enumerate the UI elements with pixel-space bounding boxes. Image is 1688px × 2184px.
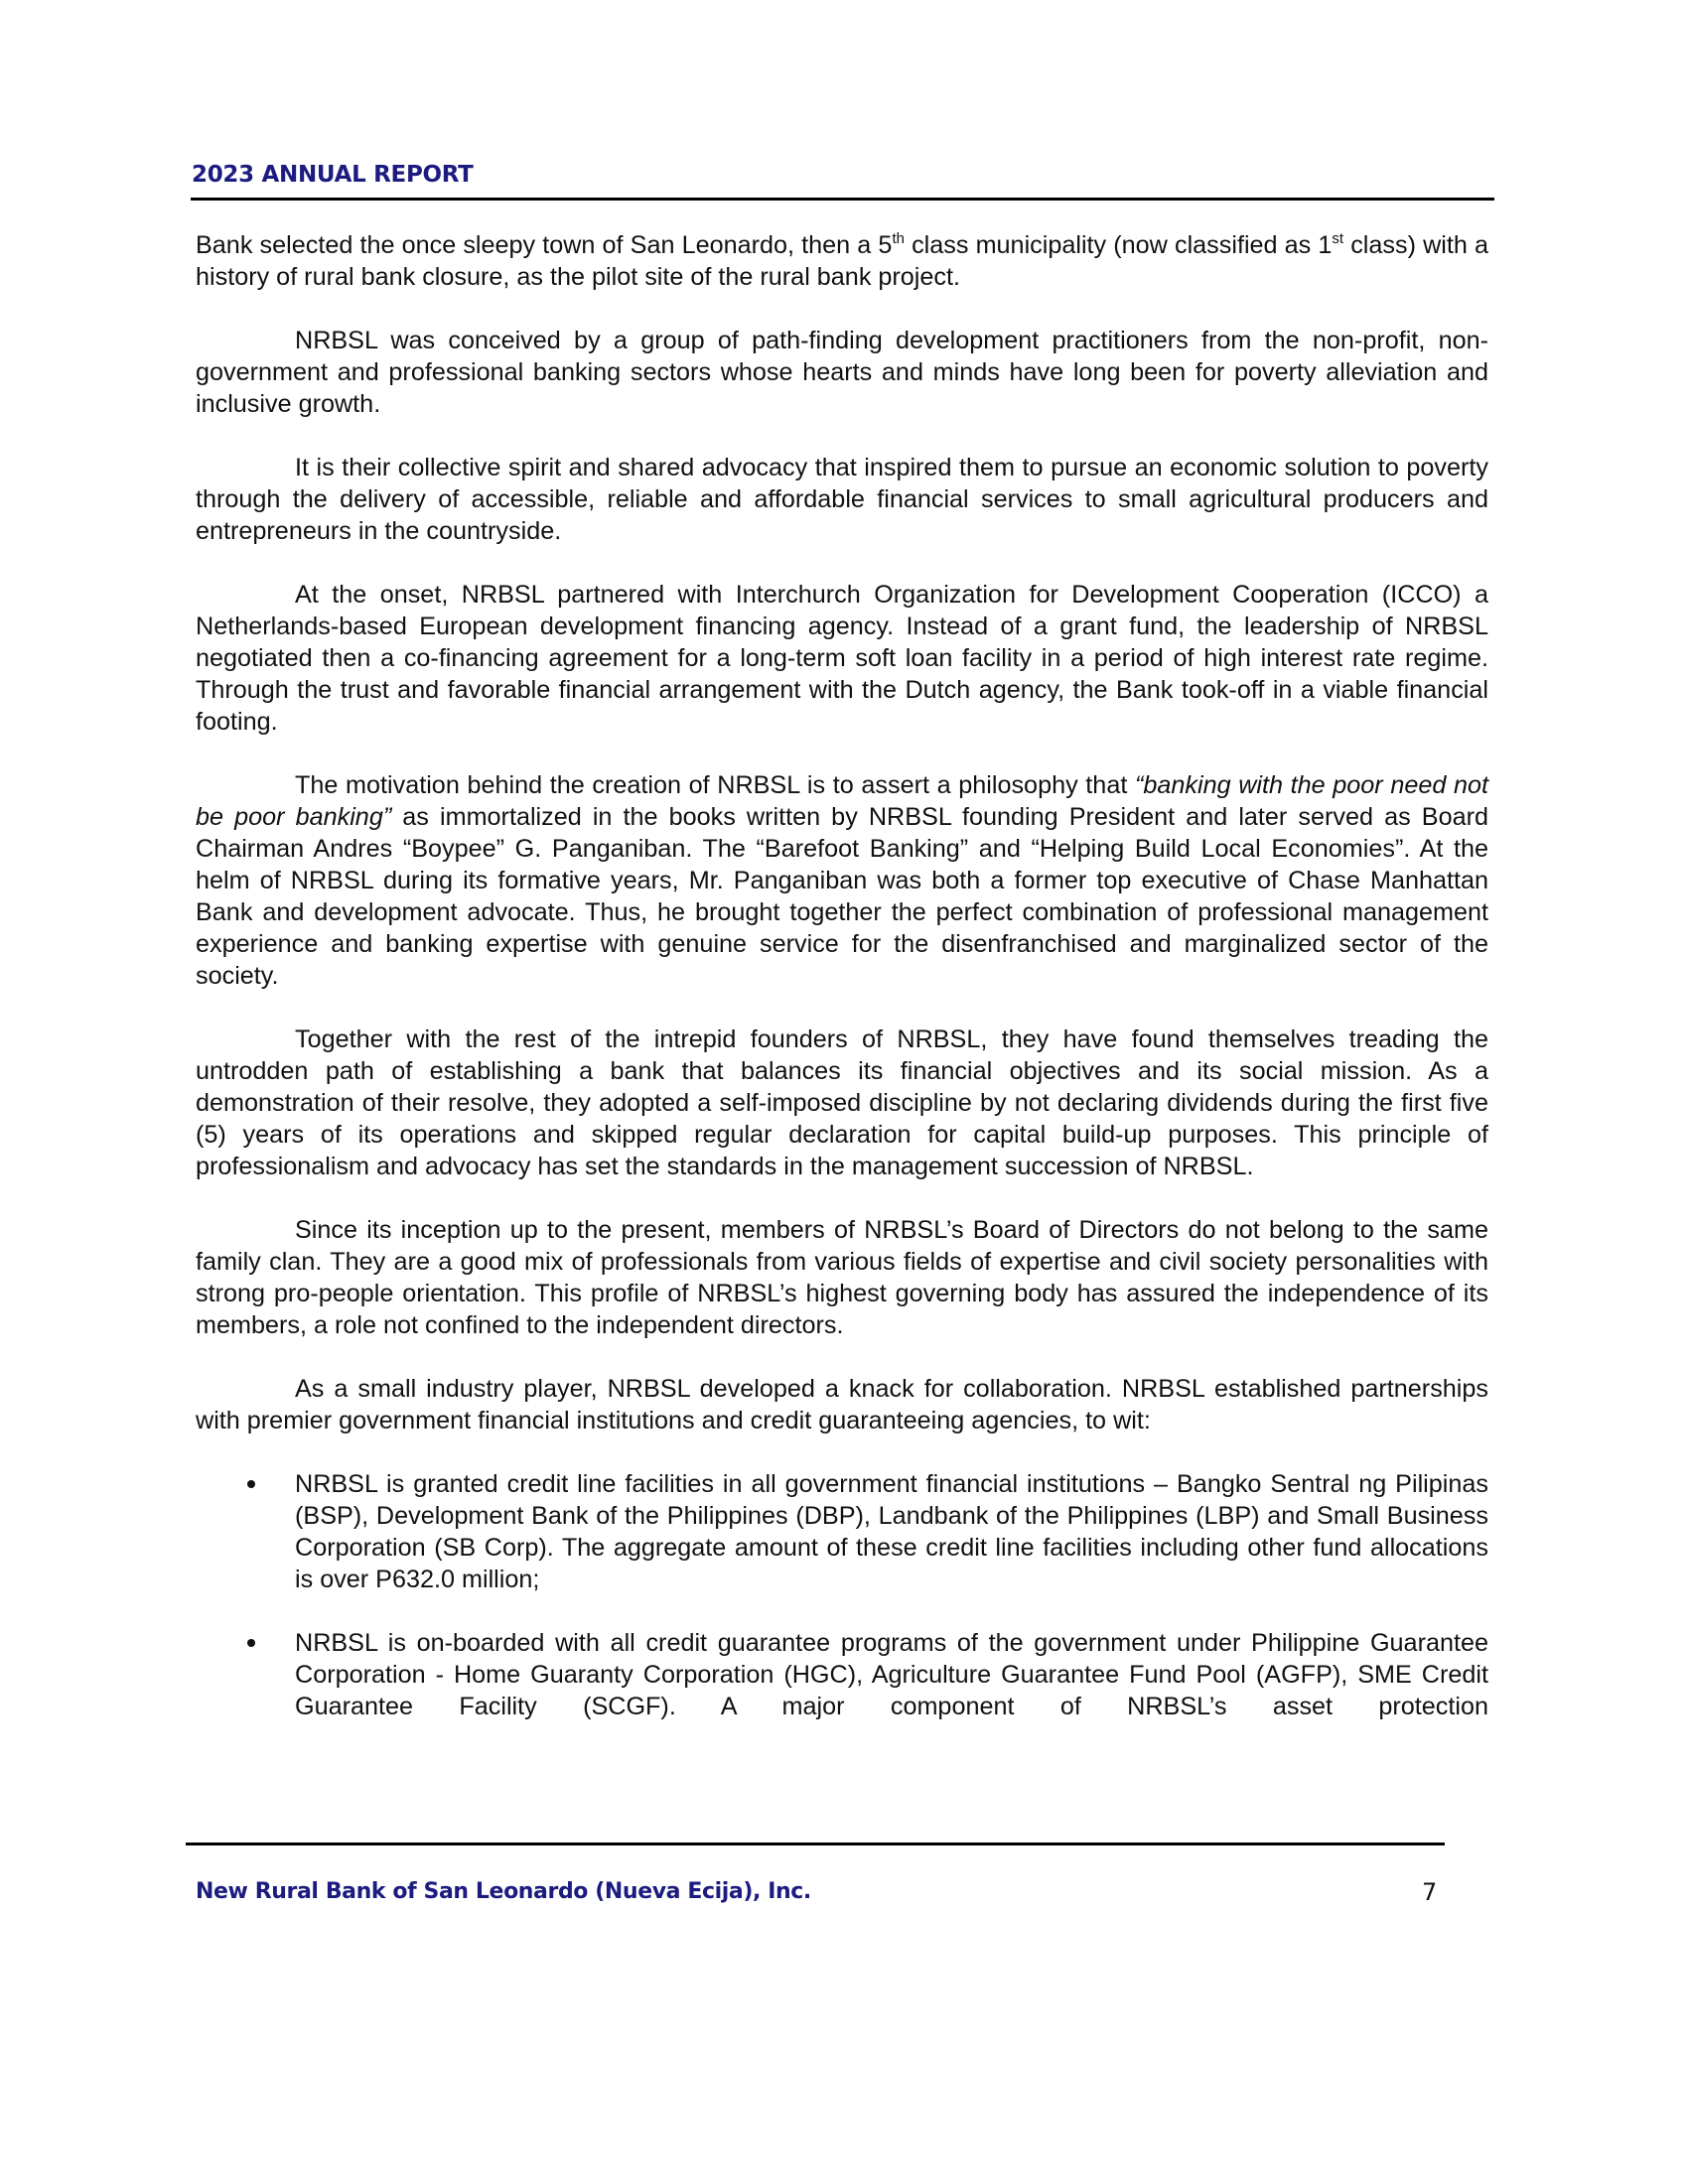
page-body [196,229,1488,1754]
list-item-text: NRBSL is granted credit line facilities in all government financial institutions – Bangko Sentral ng Pilipinas (BSP), Development Bank of the Philippines (DBP), Landbank of the Philippines (LBP) and Small Business Corporation (SB Corp). The aggregate amount of these credit line facilities including other fund allocations is over P632.0 million; [295,1470,1488,1593]
partnership-list [196,1468,1488,1722]
paragraph-text: Bank selected the once sleepy town of San Leonardo, then a 5 [196,231,893,259]
paragraph-icco-partnership: At the onset, NRBSL partnered with Interchurch Organization for Development Cooperation (ICCO) a Netherlands-based European development financing agency. Instead of a grant fund, the leadership of NRBSL negotiated then a co-financing agreement for a long-term soft loan facility in a period of high interest rate regime. Through the trust and favorable financial arrangement with the Dutch agency, the Bank took-off in a viable financial footing. [196,581,1488,736]
superscript-th: th [892,230,905,247]
paragraph-motivation [196,769,1488,992]
paragraph-text: The motivation behind the creation of NRBSL is to assert a philosophy that [295,771,1135,799]
paragraph-collaboration: As a small industry player, NRBSL developed a knack for collaboration. NRBSL established partnerships with premier government financial institutions and credit guaranteeing agencies, to wit: [196,1375,1488,1434]
paragraph-pilot-site [196,229,1488,293]
superscript-st: st [1332,230,1344,247]
bullet-icon [247,1480,255,1488]
paragraph-text: class) with a history of rural bank closure, as the pilot site of the rural bank project. [196,231,1488,291]
footer-divider [186,1843,1445,1845]
paragraph-board-of-directors: Since its inception up to the present, members of NRBSL’s Board of Directors do not belong to the same family clan. They are a good mix of professionals from various fields of expertise and civil society personalities with strong pro-people orientation. This profile of NRBSL’s highest governing body has assured the independence of its members, a role not confined to the independent directors. [196,1216,1488,1339]
paragraph-conception: NRBSL was conceived by a group of path-finding development practitioners from the non-profit, non-government and professional banking sectors whose hearts and minds have long been for poverty alleviation and inclusive growth. [196,327,1488,418]
paragraph-collective-spirit: It is their collective spirit and shared advocacy that inspired them to pursue an economic solution to poverty through the delivery of accessible, reliable and affordable financial services to small agricultural producers and entrepreneurs in the countryside. [196,454,1488,545]
list-item-text: NRBSL is on-boarded with all credit guarantee programs of the government under Philippine Guarantee Corporation - Home Guaranty Corporation (HGC), Agriculture Guarantee Fund Pool (AGFP), SME Credit Guarantee Facility (SCGF). A major component of NRBSL’s asset protection [295,1629,1488,1720]
list-item [196,1468,1488,1595]
footer-organization-name: New Rural Bank of San Leonardo (Nueva Ecija), Inc. [196,1879,811,1904]
italic-quote: “banking with the poor need not be poor banking” [196,771,1489,831]
page-number: 7 [1422,1878,1438,1906]
list-item [196,1627,1488,1722]
bullet-icon [247,1639,255,1647]
paragraph-text: class municipality (now classified as 1 [904,231,1333,259]
header-divider [191,198,1494,201]
report-header-title: 2023 ANNUAL REPORT [192,162,474,188]
paragraph-text: as immortalized in the books written by NRBSL founding President and later served as Board Chairman Andres “Boypee” G. Panganiban. The “Barefoot Banking” and “Helping Build Local Economies”. At the helm of NRBSL during its formative years, Mr. Panganiban was both a former top executive of Chase Manhattan Bank and development advocate. Thus, he brought together the perfect combination of professional management experience and banking expertise with genuine service for the disenfranchised and marginalized sector of the society. [196,803,1488,990]
paragraph-founders: Together with the rest of the intrepid founders of NRBSL, they have found themselves treading the untrodden path of establishing a bank that balances its financial objectives and its social mission. As a demonstration of their resolve, they adopted a self-imposed discipline by not declaring dividends during the first five (5) years of its operations and skipped regular declaration for capital build-up purposes. This principle of professionalism and advocacy has set the standards in the management succession of NRBSL. [196,1025,1488,1180]
